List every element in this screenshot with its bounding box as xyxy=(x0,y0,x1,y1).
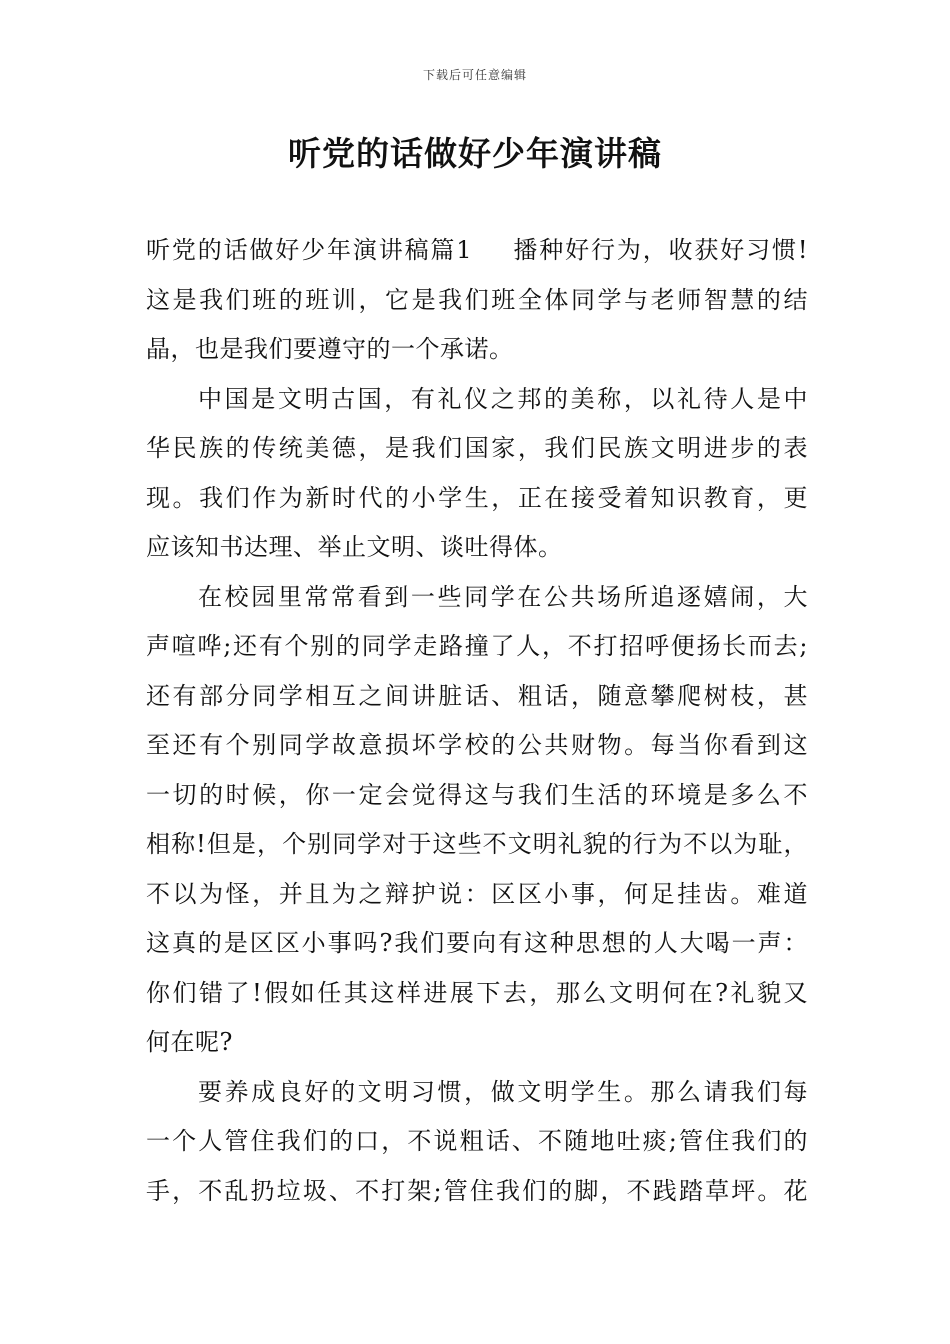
text-line: 这是我们班的班训，它是我们班全体同学与老师智慧的结 xyxy=(146,285,808,314)
section-heading: 听党的话做好少年演讲稿篇1 xyxy=(146,236,473,264)
text-line: 在校园里常常看到一些同学在公共场所追逐嬉闹，大 xyxy=(198,582,808,611)
text-line: 应该知书达理、举止文明、谈吐得体。 xyxy=(146,533,563,561)
text-line: 不以为怪，并且为之辩护说：区区小事，何足挂齿。难道 xyxy=(146,879,808,908)
document-title: 听党的话做好少年演讲稿 xyxy=(288,134,662,173)
text-segment: 播种好行为，收获好习惯! xyxy=(512,236,808,264)
text-line: 晶，也是我们要遵守的一个承诺。 xyxy=(146,335,514,363)
text-line xyxy=(146,226,808,276)
text-line: 声喧哗;还有个别的同学走路撞了人，不打招呼便扬长而去; xyxy=(146,632,808,660)
text-line: 现。我们作为新时代的小学生，正在接受着知识教育，更 xyxy=(146,483,808,512)
text-line: 这真的是区区小事吗?我们要向有这种思想的人大喝一声： xyxy=(146,929,808,957)
text-line: 要养成良好的文明习惯，做文明学生。那么请我们每 xyxy=(198,1077,808,1106)
text-line: 手，不乱扔垃圾、不打架;管住我们的脚，不践踏草坪。花 xyxy=(146,1176,808,1205)
text-line: 至还有个别同学故意损坏学校的公共财物。每当你看到这 xyxy=(146,731,808,759)
text-line: 华民族的传统美德，是我们国家，我们民族文明进步的表 xyxy=(146,434,808,462)
header-note: 下载后可任意编辑 xyxy=(422,68,527,82)
text-line: 一个人管住我们的口，不说粗话、不随地吐痰;管住我们的 xyxy=(146,1127,808,1155)
text-line: 中国是文明古国，有礼仪之邦的美称，以礼待人是中 xyxy=(198,384,808,413)
text-line: 相称!但是，个别同学对于这些不文明礼貌的行为不以为耻， xyxy=(146,830,808,858)
text-line: 一切的时候，你一定会觉得这与我们生活的环境是多么不 xyxy=(146,780,808,809)
text-line: 你们错了!假如任其这样进展下去，那么文明何在?礼貌又 xyxy=(146,978,808,1007)
text-line: 何在呢? xyxy=(146,1028,233,1056)
document-body xyxy=(146,226,808,1216)
text-line: 还有部分同学相互之间讲脏话、粗话，随意攀爬树枝，甚 xyxy=(146,681,808,710)
